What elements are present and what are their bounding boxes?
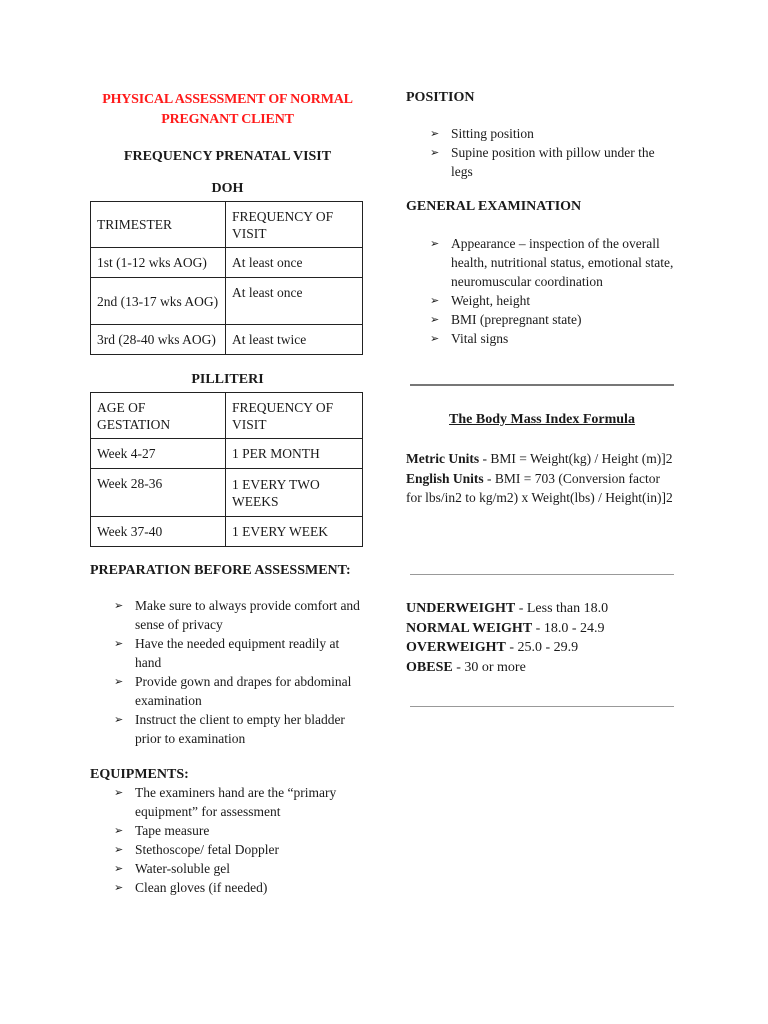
list-item: ➢ Appearance – inspection of the overall health, nutritional status, emotional state, neuromuscular coordination (430, 236, 674, 289)
list-item: ➢ Stethoscope/ fetal Doppler (114, 842, 279, 857)
divider (410, 706, 674, 707)
list-item: ➢ Vital signs (430, 331, 509, 346)
metric-formula: Metric Units - BMI = Weight(kg) / Height (m)]2 (406, 451, 673, 466)
equipments-heading: EQUIPMENTS: (90, 767, 189, 782)
general-exam-list (406, 234, 676, 348)
list-item: ➢ The examiners hand are the “primary equipment” for assessment (114, 785, 337, 819)
table-row (91, 248, 363, 278)
list-item: ➢ Supine position with pillow under the legs (430, 145, 655, 179)
list-item: ➢ Tape measure (114, 823, 210, 838)
preparation-heading: PREPARATION BEFORE ASSESSMENT: (90, 563, 351, 578)
table-cell: Week 4-27 (91, 439, 226, 469)
list-item: ➢ Weight, height (430, 293, 531, 308)
title-line-2: PREGNANT CLIENT (161, 112, 294, 127)
table-cell: At least twice (226, 325, 363, 355)
arrow-bullet-icon: ➢ (114, 637, 124, 650)
table-row (91, 278, 363, 325)
frequency-heading: FREQUENCY PRENATAL VISIT (123, 149, 332, 164)
table-row (91, 325, 363, 355)
table-cell: 1 PER MONTH (226, 439, 363, 469)
table-cell: FREQUENCY OF VISIT (226, 202, 363, 248)
list-item: ➢ Provide gown and drapes for abdominal examination (114, 674, 352, 708)
category-row: OBESE - 30 or more (406, 659, 526, 675)
page-title (90, 90, 365, 130)
arrow-bullet-icon: ➢ (430, 294, 440, 307)
bmi-heading: The Body Mass Index Formula (449, 412, 635, 427)
divider (410, 384, 674, 386)
divider (410, 574, 674, 575)
arrow-bullet-icon: ➢ (430, 127, 440, 140)
table-header-row (91, 202, 363, 248)
english-formula: English Units - BMI = 703 (Conversion factor for lbs/in2 to kg/m2) x Weight(lbs) / Height(in)]2 (406, 470, 673, 505)
table-row (91, 439, 363, 469)
table-cell: At least once (226, 278, 363, 325)
right-column (406, 90, 676, 348)
table-cell: 2nd (13-17 wks AOG) (91, 278, 226, 325)
arrow-bullet-icon: ➢ (430, 146, 440, 159)
list-item: ➢ BMI (prepregnant state) (430, 312, 582, 327)
general-exam-heading: GENERAL EXAMINATION (406, 199, 582, 214)
doh-heading: DOH (211, 181, 244, 196)
table-cell: 1 EVERY WEEK (226, 517, 363, 547)
list-item: ➢ Clean gloves (if needed) (114, 880, 268, 895)
arrow-bullet-icon: ➢ (430, 332, 440, 345)
bmi-categories (406, 599, 676, 677)
list-item: ➢ Instruct the client to empty her bladder prior to examination (114, 712, 345, 746)
table-cell: At least once (226, 248, 363, 278)
table-cell: Week 28-36 (91, 469, 226, 517)
table-cell: 3rd (28-40 wks AOG) (91, 325, 226, 355)
arrow-bullet-icon: ➢ (114, 862, 124, 875)
position-heading: POSITION (406, 90, 475, 105)
arrow-bullet-icon: ➢ (114, 881, 124, 894)
pilliteri-table (90, 392, 363, 547)
arrow-bullet-icon: ➢ (114, 824, 124, 837)
table-cell: 1st (1-12 wks AOG) (91, 248, 226, 278)
table-row (91, 469, 363, 517)
arrow-bullet-icon: ➢ (430, 237, 440, 250)
left-column (90, 90, 365, 897)
list-item: ➢ Sitting position (430, 126, 534, 141)
table-cell: FREQUENCY OF VISIT (226, 393, 363, 439)
equipments-list (90, 783, 365, 897)
arrow-bullet-icon: ➢ (114, 675, 124, 688)
category-row: UNDERWEIGHT - Less than 18.0 (406, 601, 609, 616)
preparation-list (90, 596, 365, 748)
table-row (91, 517, 363, 547)
title-line-1: PHYSICAL ASSESSMENT OF NORMAL (102, 92, 353, 107)
doh-table (90, 201, 363, 355)
position-list (406, 124, 676, 181)
pilliteri-heading: PILLITERI (191, 372, 264, 387)
arrow-bullet-icon: ➢ (114, 786, 124, 799)
bmi-formulas (406, 449, 676, 508)
table-cell: AGE OF GESTATION (91, 393, 226, 439)
arrow-bullet-icon: ➢ (114, 599, 124, 612)
category-row: NORMAL WEIGHT - 18.0 - 24.9 (406, 620, 605, 636)
list-item: ➢ Make sure to always provide comfort and sense of privacy (114, 598, 360, 632)
table-cell: 1 EVERY TWO WEEKS (226, 469, 363, 517)
list-item: ➢ Have the needed equipment readily at hand (114, 636, 340, 670)
table-cell: TRIMESTER (91, 202, 226, 248)
table-cell: Week 37-40 (91, 517, 226, 547)
arrow-bullet-icon: ➢ (430, 313, 440, 326)
category-row: OVERWEIGHT - 25.0 - 29.9 (406, 640, 579, 655)
arrow-bullet-icon: ➢ (114, 713, 124, 726)
arrow-bullet-icon: ➢ (114, 843, 124, 856)
list-item: ➢ Water-soluble gel (114, 861, 230, 876)
table-header-row (91, 393, 363, 439)
